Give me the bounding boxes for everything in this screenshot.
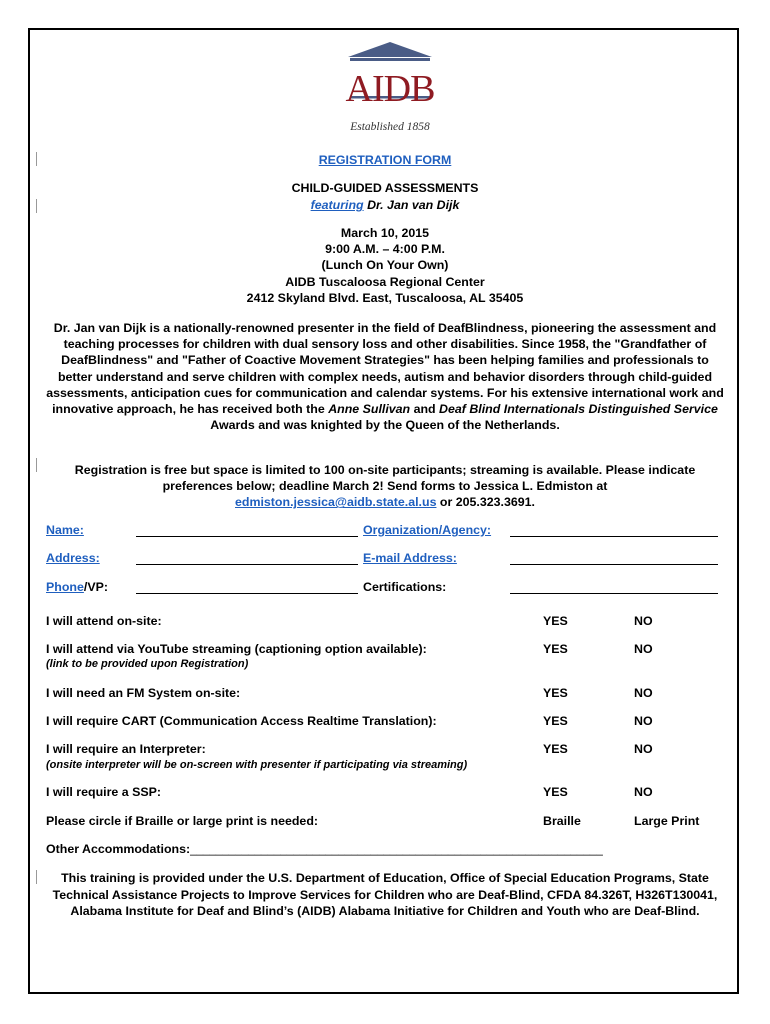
event-address: 2412 Skyland Blvd. East, Tuscaloosa, AL 35405	[246, 291, 524, 305]
event-lunch: (Lunch On Your Own)	[321, 258, 449, 272]
yes-option[interactable]: YES	[543, 742, 568, 756]
other-field[interactable]: ________________________________________________________________	[190, 843, 603, 856]
registration-text: Registration is free but space is limited to 100 on-site participants; streaming is available. Please indicate preferences below; deadline March 2! Send forms to Jessica L. Edmiston at	[74, 463, 696, 494]
no-option[interactable]: NO	[634, 785, 653, 799]
event-title: CHILD-GUIDED ASSESSMENTS	[291, 181, 479, 195]
email-label: E-mail Address:	[363, 551, 457, 565]
yes-option[interactable]: YES	[543, 642, 568, 656]
phone-label: Phone	[46, 580, 84, 594]
logo-text: AIDB	[345, 68, 435, 110]
margin-marker	[36, 870, 37, 884]
event-time: 9:00 A.M. – 4:00 P.M.	[325, 242, 445, 256]
contact-phone: or 205.323.3691.	[436, 495, 535, 510]
established-text: Established 1858	[350, 121, 430, 133]
address-field[interactable]	[136, 552, 358, 565]
name-field[interactable]	[136, 524, 358, 537]
no-option[interactable]: NO	[634, 686, 653, 700]
no-option[interactable]: NO	[634, 642, 653, 656]
presenter-name: Dr. Jan van Dijk	[367, 198, 460, 212]
question-text: I will require an Interpreter:	[46, 742, 206, 756]
question-text: I will require CART (Communication Access Realtime Translation):	[46, 714, 437, 728]
braille-option[interactable]: Braille	[543, 814, 581, 828]
address-label: Address:	[46, 551, 100, 565]
email-field[interactable]	[510, 552, 718, 565]
yes-option[interactable]: YES	[543, 785, 568, 799]
question-text: I will require a SSP:	[46, 785, 161, 799]
question-text: I will attend via YouTube streaming (captioning option available):	[46, 642, 427, 656]
question-text: I will need an FM System on-site:	[46, 686, 241, 700]
name-label: Name:	[46, 523, 84, 537]
organization-field[interactable]	[510, 524, 718, 537]
phone-label-group	[46, 580, 108, 594]
featuring-word: featuring	[310, 198, 364, 212]
question-note: (onsite interpreter will be on-screen with presenter if participating via streaming)	[46, 759, 468, 771]
event-date: March 10, 2015	[340, 226, 430, 240]
award-dbi: Deaf Blind Internationals Distinguished Service	[439, 402, 718, 417]
award-anne-sullivan: Anne Sullivan	[328, 402, 411, 417]
bio-paragraph	[44, 320, 726, 433]
no-option[interactable]: NO	[634, 614, 653, 628]
funding-statement: This training is provided under the U.S. Department of Education, Office of Special Education Programs, State Technical Assistance Projects to Improve Services for Children who are Deaf-Blind, CFDA 84.326T, H326T130041, Alabama Institute for Deaf and Blind’s (AIDB) Alabama Initiative for Children and Youth who are Deaf-Blind.	[52, 871, 718, 919]
featuring-line	[0, 198, 770, 212]
event-venue: AIDB Tuscaloosa Regional Center	[285, 275, 485, 289]
yes-option[interactable]: YES	[543, 614, 568, 628]
contact-email-link[interactable]: edmiston.jessica@aidb.state.al.us	[235, 495, 437, 510]
phone-field[interactable]	[136, 581, 358, 594]
form-title: REGISTRATION FORM	[318, 153, 452, 167]
margin-marker	[36, 458, 37, 472]
other-accommodations	[46, 842, 603, 856]
organization-label: Organization/Agency:	[363, 523, 492, 537]
question-note: (link to be provided upon Registration)	[46, 658, 249, 670]
large-print-option[interactable]: Large Print	[634, 814, 700, 828]
print-question: Please circle if Braille or large print is needed:	[46, 814, 319, 828]
yes-option[interactable]: YES	[543, 686, 568, 700]
aidb-logo	[340, 38, 440, 138]
other-label: Other Accommodations:	[46, 842, 191, 856]
no-option[interactable]: NO	[634, 742, 653, 756]
bio-text-end: Awards and was knighted by the Queen of the Netherlands.	[210, 418, 560, 433]
no-option[interactable]: NO	[634, 714, 653, 728]
vp-label: /VP:	[83, 580, 108, 594]
registration-paragraph	[58, 462, 712, 511]
question-text: I will attend on-site:	[46, 614, 162, 628]
certifications-label: Certifications:	[363, 580, 447, 594]
yes-option[interactable]: YES	[543, 714, 568, 728]
certifications-field[interactable]	[510, 581, 718, 594]
bio-text: Dr. Jan van Dijk is a nationally-renowned presenter in the field of DeafBlindness, pioneering the assessment and teaching processes for children with dual sensory loss and other disabilities. Since 1958, the "Grandfather of DeafBlindness" and "Father of Coactive Movement Strategies" has been helping families and professionals to better understand and serve children with complex needs, autism and behavior disorders through child-guided assessments, anticipation cues for communication and calendar systems. For his extensive international work and innovative approach, he has received both the	[46, 321, 724, 417]
bio-and: and	[410, 402, 440, 417]
